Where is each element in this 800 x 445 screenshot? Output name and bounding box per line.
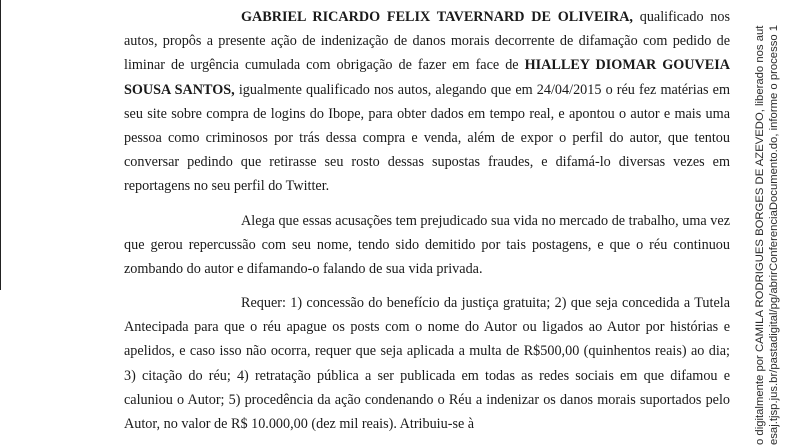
paragraph-1 <box>124 5 730 199</box>
paragraph-1-text-b: igualmente qualificado nos autos, alegando que em 24/04/2015 o réu fez matérias em seu site sobre compra de logins do Ibope, para obter dados em tempo real, e apontou o autor e mais uma pessoa como criminosos por trás dessa compra e venda, além de expor o perfil do autor, que tentou conversar pedindo que retirasse seu rosto dessas supostas fraudes, e difamá-lo diversas vezes em reportagens no seu perfil do Twitter. <box>124 81 730 195</box>
signature-line-2: esaj.tjsp.jus.br/pastadigital/pg/abrirConferenciaDocumento.do, informe o processo 1 <box>767 24 780 445</box>
digital-signature-stamp <box>748 0 800 445</box>
defendant-name: HIALLEY DIOMAR GOUVEIA SOUSA SANTOS, <box>124 57 731 98</box>
plaintiff-name: GABRIEL RICARDO FELIX TAVERNARD DE OLIVEIRA, <box>241 9 633 25</box>
paragraph-1-text-a: qualificado nos autos, propôs a presente ação de indenização de danos morais decorrente de difamação com pedido de liminar de urgência cumulada com obrigação de fazer em face de <box>124 9 730 74</box>
signature-line-1: o digitalmente por CAMILA RODRIGUES BORGES DE AZEVEDO, liberado nos aut <box>754 25 766 445</box>
paragraph-3: Requer: 1) concessão do benefício da justiça gratuita; 2) que seja concedida a Tutela Antecipada para que o réu apague os posts com o nome do Autor ou ligados ao Autor por histórias e apelidos, e caso isso não ocorra, requer que seja aplicada a multa de R$500,00 (quinhentos reais) ao dia; 3) citação do réu; 4) retratação pública a ser publicada em todas as redes sociais em que difamou e caluniou o Autor; 5) procedência da ação condenando o Réu a indenizar os danos morais suportados pelo Autor, no valor de R$ 10.000,00 (dez mil reais). Atribuiu-se à <box>124 295 730 433</box>
left-margin-rule <box>0 0 1 290</box>
paragraph-2: Alega que essas acusações tem prejudicado sua vida no mercado de trabalho, uma vez que gerou repercussão com seu nome, tendo sido demitido por tais postagens, e que o réu continuou zombando do autor e difamando-o falando de sua vida privada. <box>124 213 730 278</box>
